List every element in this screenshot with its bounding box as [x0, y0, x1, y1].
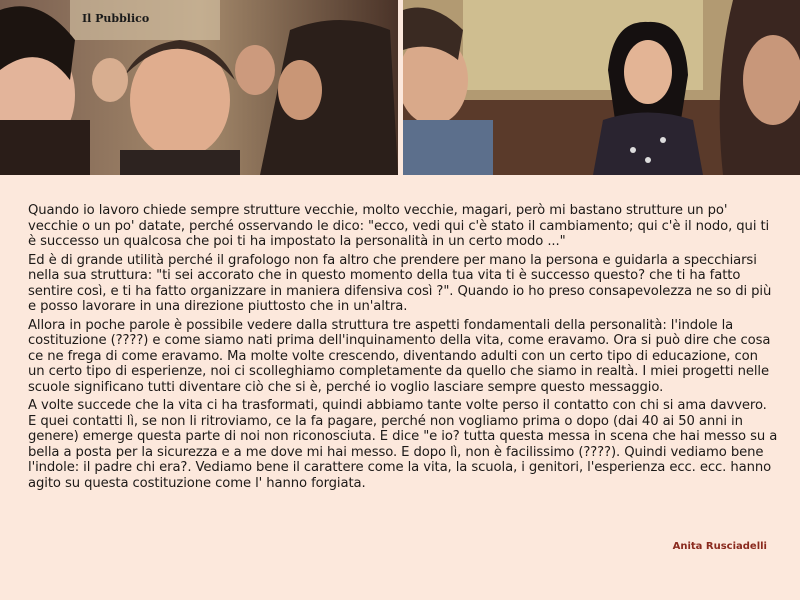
author-signature: Anita Rusciadelli [672, 541, 767, 552]
paragraph: A volte succede che la vita ci ha trasformati, quindi abbiamo tante volte perso il contatto con chi si ama davvero. E quei contatti lì, se non li ritroviamo, ce la fa pagare, perché non vogliamo prima o dopo (dai 40 ai 50 anni in genere) emerge questa parte di noi non riconosciuta. E dice "e io? tutta questa messa in scena che hai messo su a bella a posta per la sicurezza e a me dove mi hai messo. E dopo lì, non è facilissimo (????). Quindi vediamo bene l'indole: il padre chi era?. Vediamo bene il carattere come la vita, la scuola, i genitori, l'esperienza ecc. ecc. hanno agito su questa costituzione come l' hanno forgiata. [28, 398, 778, 491]
audience-photo-left [0, 0, 398, 175]
photo-strip [0, 0, 800, 175]
paragraph: Quando io lavoro chiede sempre strutture vecchie, molto vecchie, magari, però mi bastano strutture un po' vecchie o un po' datate, perché osservando le dico: "ecco, vedi qui c'è stato il cambiamento; qui c'è il nodo, qui ti è successo un qualcosa che poi ti ha impostato la personalità in un certo modo ..." [28, 203, 770, 249]
paragraph: Allora in poche parole è possibile vedere dalla struttura tre aspetti fondamentali della personalità: l'indole la costituzione (????) e come siamo nati prima dell'inquinamento della vita, come eravamo. Ora si può dire che cosa ce ne frega di come eravamo. Ma molte volte crescendo, diventando adulti con un certo tipo di educazione, con un certo tipo di esperienze, noi ci scolleghiamo completamente da quello che siamo in realtà. I miei progetti nelle scuole significano tutti diventare ciò che si è, perché io voglio lasciare sempre questo messaggio. [28, 317, 771, 395]
body-text [28, 203, 778, 494]
paragraph: Ed è di grande utilità perché il grafologo non fa altro che prendere per mano la persona e guidarla a specchiarsi nella sua struttura: "ti sei accorato che in questo momento della tua vita ti è successo questo? che ti ha fatto sentire così, e ti ha fatto organizzare in maniera difensiva così ?". Quando io ho preso consapevolezza ne so di più e posso lavorare in una direzione piuttosto che in un'altra. [28, 252, 772, 314]
audience-photo-right [403, 0, 800, 175]
photo-caption: Il Pubblico [82, 12, 150, 25]
